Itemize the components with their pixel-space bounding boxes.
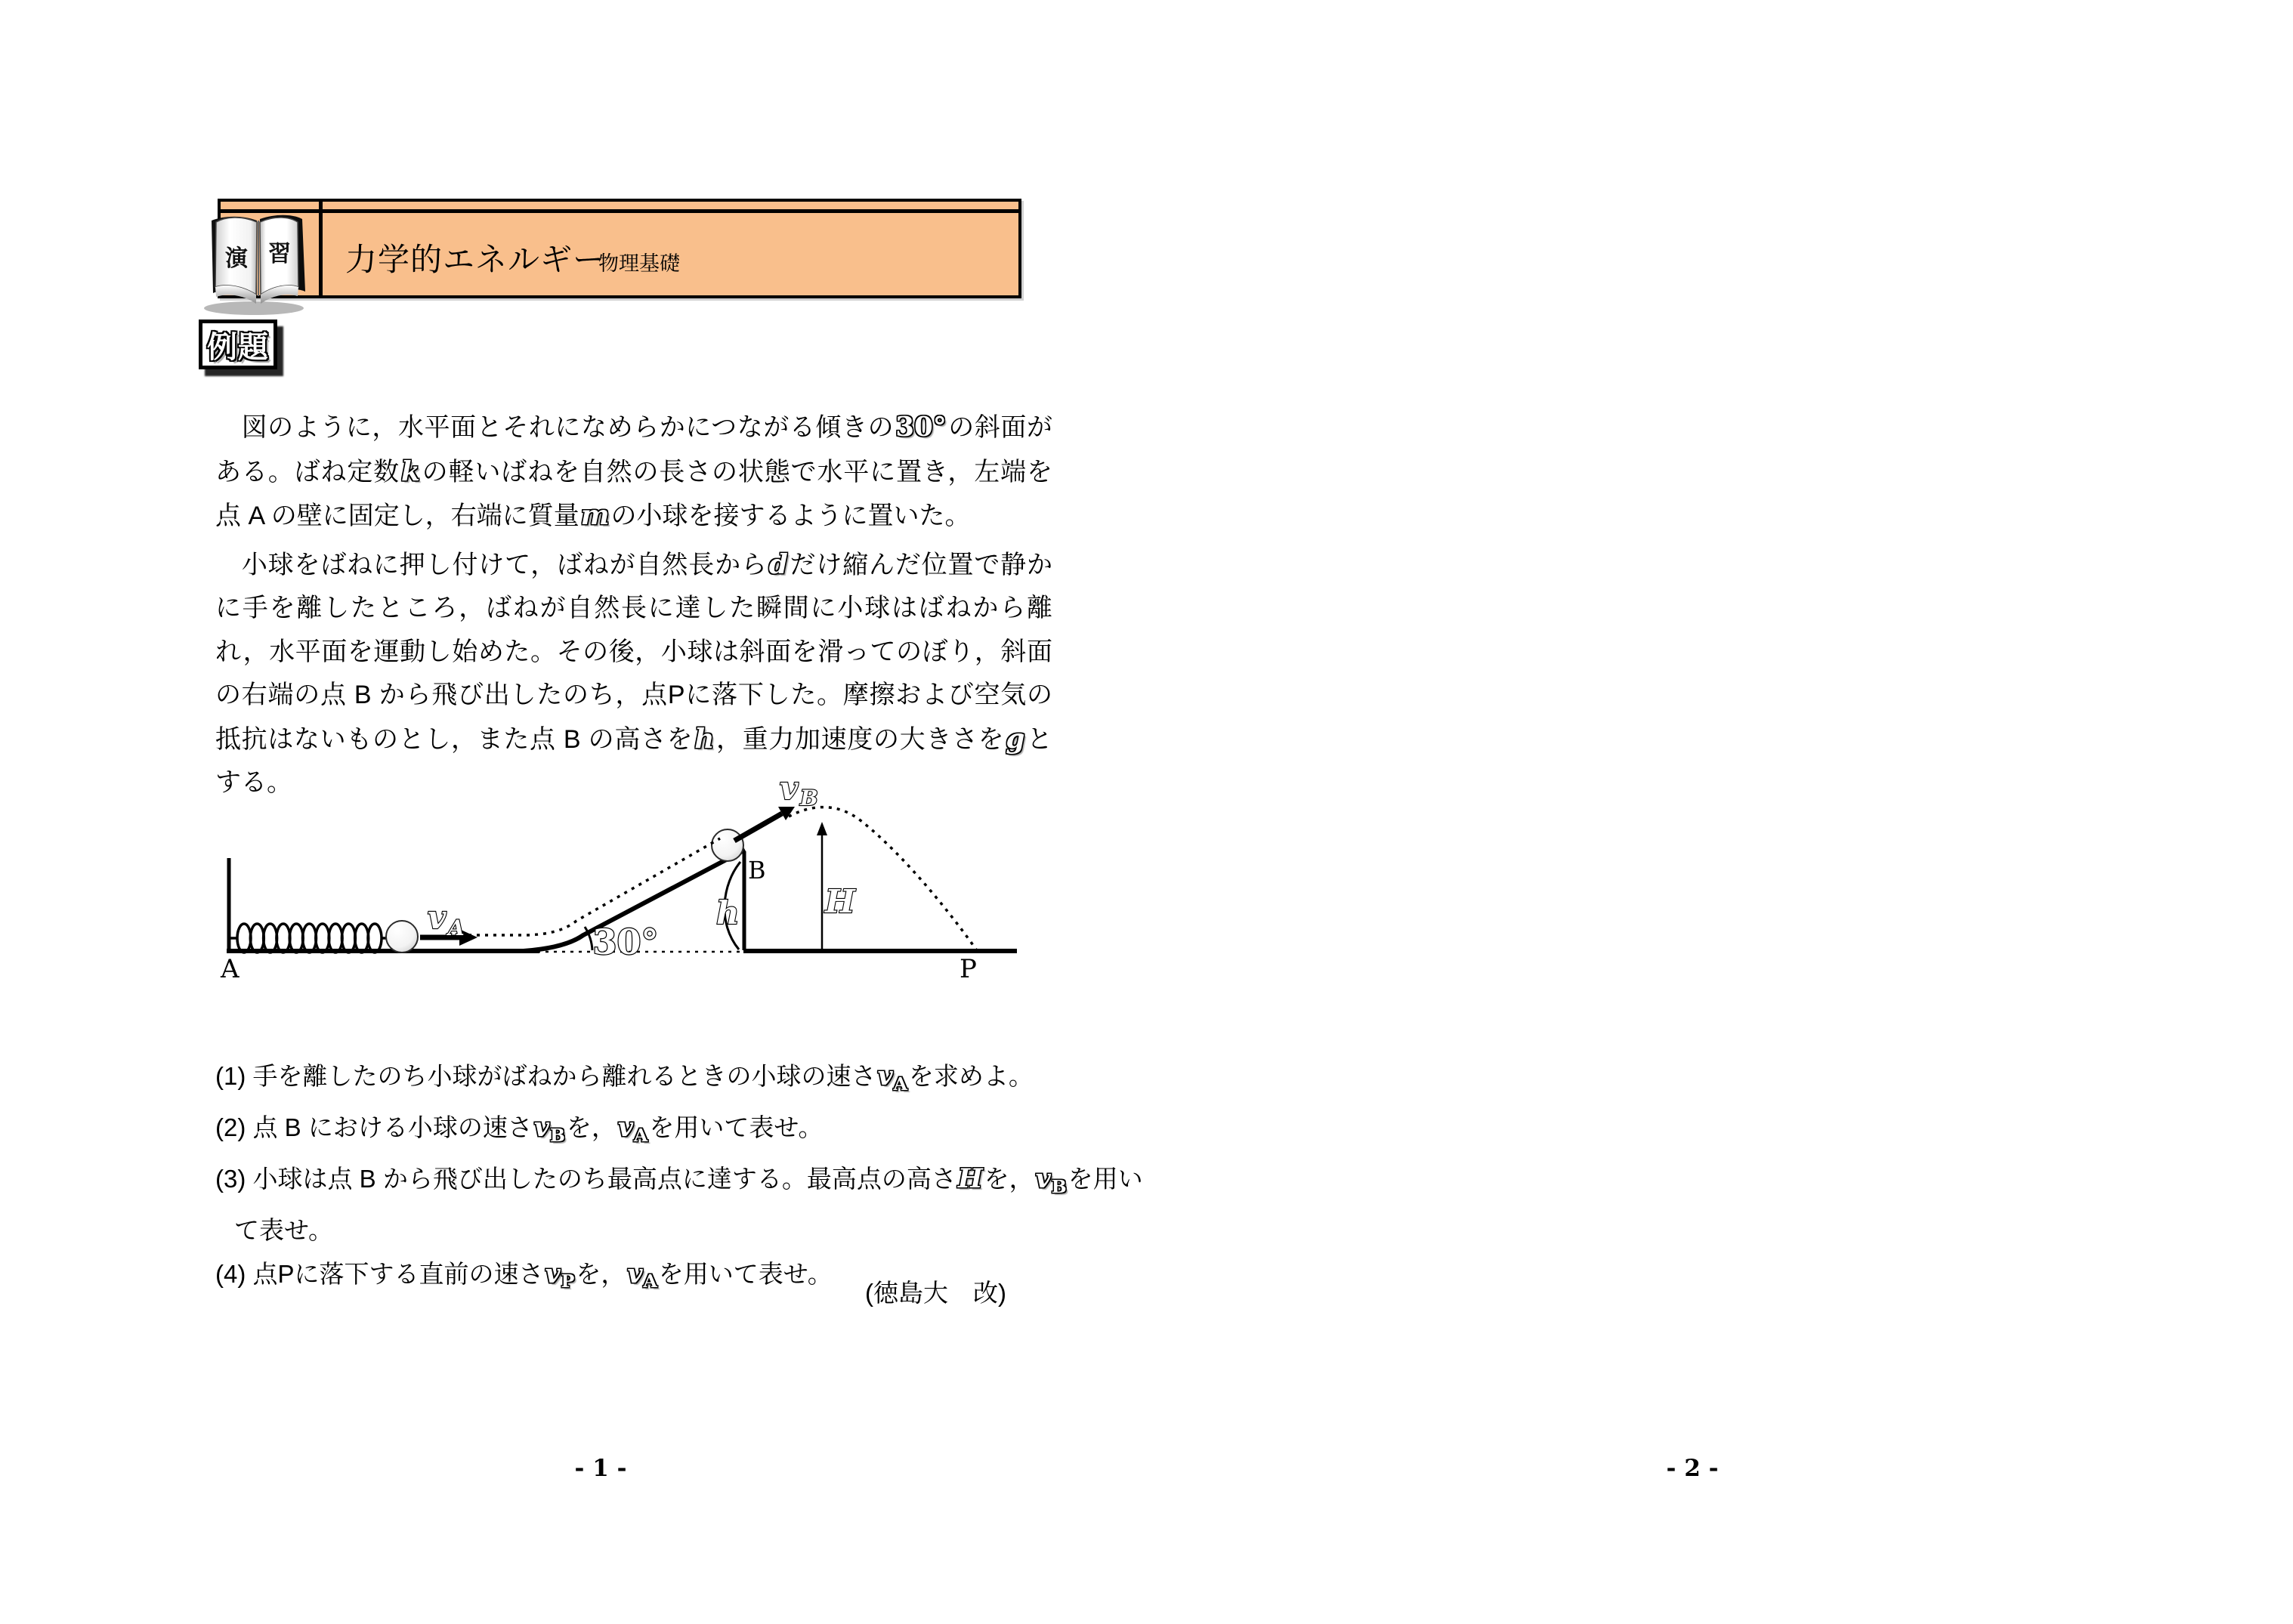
math-variable: vP xyxy=(545,1258,575,1292)
question-1: (1) 手を離したのち小球がばねから離れるときの小球の速さvAを求めよ。 xyxy=(215,1061,1034,1095)
spring xyxy=(229,924,387,952)
math-variable: vA xyxy=(877,1061,907,1095)
page-title: 力学的エネルギー xyxy=(345,242,606,277)
vb-label-sub: B xyxy=(800,786,818,810)
page-number-2: - 2 - xyxy=(1666,1455,1719,1482)
projectile-parabola xyxy=(789,807,976,949)
question-3-continued: て表せ。 xyxy=(234,1216,334,1245)
question-2: (2) 点 B における小球の速さvBを，vAを用いて表せ。 xyxy=(215,1112,824,1146)
math-variable: k xyxy=(401,455,420,487)
math-variable: H xyxy=(957,1163,983,1195)
example-label-box xyxy=(199,320,277,369)
problem-paragraph-2: 小球をばねに押し付けて，ばねが自然長からdだけ縮んだ位置で静かに手を離したところ，ばねが自然長に達した瞬間に小球はばねから離れ，水平面を運動し始めた。その後，小球は斜面を滑ってのぼり，斜面の右端の点 B から飛び出したのち，点Pに落下した。摩擦および空気の抵抗はないものとし，また点 B の高さをh，重力加速度の大きさをgとする。 xyxy=(215,548,1052,797)
H-label: H xyxy=(825,883,855,920)
trajectory-dotted-incline xyxy=(468,838,720,935)
math-variable: vB xyxy=(1035,1163,1067,1197)
point-p-label: P xyxy=(960,954,977,984)
exercise-book-icon xyxy=(201,211,316,317)
math-variable: m xyxy=(580,499,610,531)
math-variable: g xyxy=(1006,722,1025,755)
ball-at-b xyxy=(712,829,743,861)
question-4: (4) 点Pに落下する直前の速さvPを，vAを用いて表せ。 xyxy=(215,1258,833,1292)
page-subtitle: 物理基礎 xyxy=(598,252,680,275)
math-number: 30° xyxy=(895,411,947,443)
math-variable: vA xyxy=(627,1258,657,1292)
point-b-label: B xyxy=(748,856,766,885)
vb-arrow xyxy=(734,814,782,841)
h-label: h xyxy=(716,894,740,931)
ball-at-spring xyxy=(386,921,418,952)
math-variable: h xyxy=(694,722,715,755)
va-label-sub: A xyxy=(448,915,465,940)
vb-label: v xyxy=(780,770,799,807)
example-label: 例題 xyxy=(207,330,269,364)
problem-text xyxy=(215,406,1052,805)
H-arrowhead xyxy=(817,822,827,835)
page-number-1: - 1 - xyxy=(574,1455,627,1482)
book-char-right: 習 xyxy=(268,242,291,267)
book-shadow xyxy=(204,301,304,315)
math-variable: d xyxy=(768,548,788,580)
angle-label: 30° xyxy=(592,922,659,962)
source-attribution: (徳島大 改) xyxy=(865,1279,1006,1307)
va-label: v xyxy=(428,899,447,936)
math-variable: vA xyxy=(617,1112,648,1146)
math-variable: vB xyxy=(533,1112,565,1146)
book-char-left: 演 xyxy=(225,246,248,271)
banner-divider xyxy=(319,202,323,295)
problem-paragraph-1: 図のように，水平面とそれになめらかにつながる傾きの30°の斜面がある。ばね定数kの軽いばねを自然の長さの状態で水平に置き，左端を点 A の壁に固定し，右端に質量mの小球を接するように置いた。 xyxy=(215,411,1053,531)
point-a-label: A xyxy=(221,954,239,984)
header-banner xyxy=(218,199,1021,298)
question-list xyxy=(215,1054,1143,1304)
banner-top-rule xyxy=(221,209,1018,213)
physics-figure xyxy=(212,770,1073,1020)
question-3: (3) 小球は点 B から飛び出したのち最高点に達する。最高点の高さHを，vBを用い xyxy=(215,1163,1143,1197)
